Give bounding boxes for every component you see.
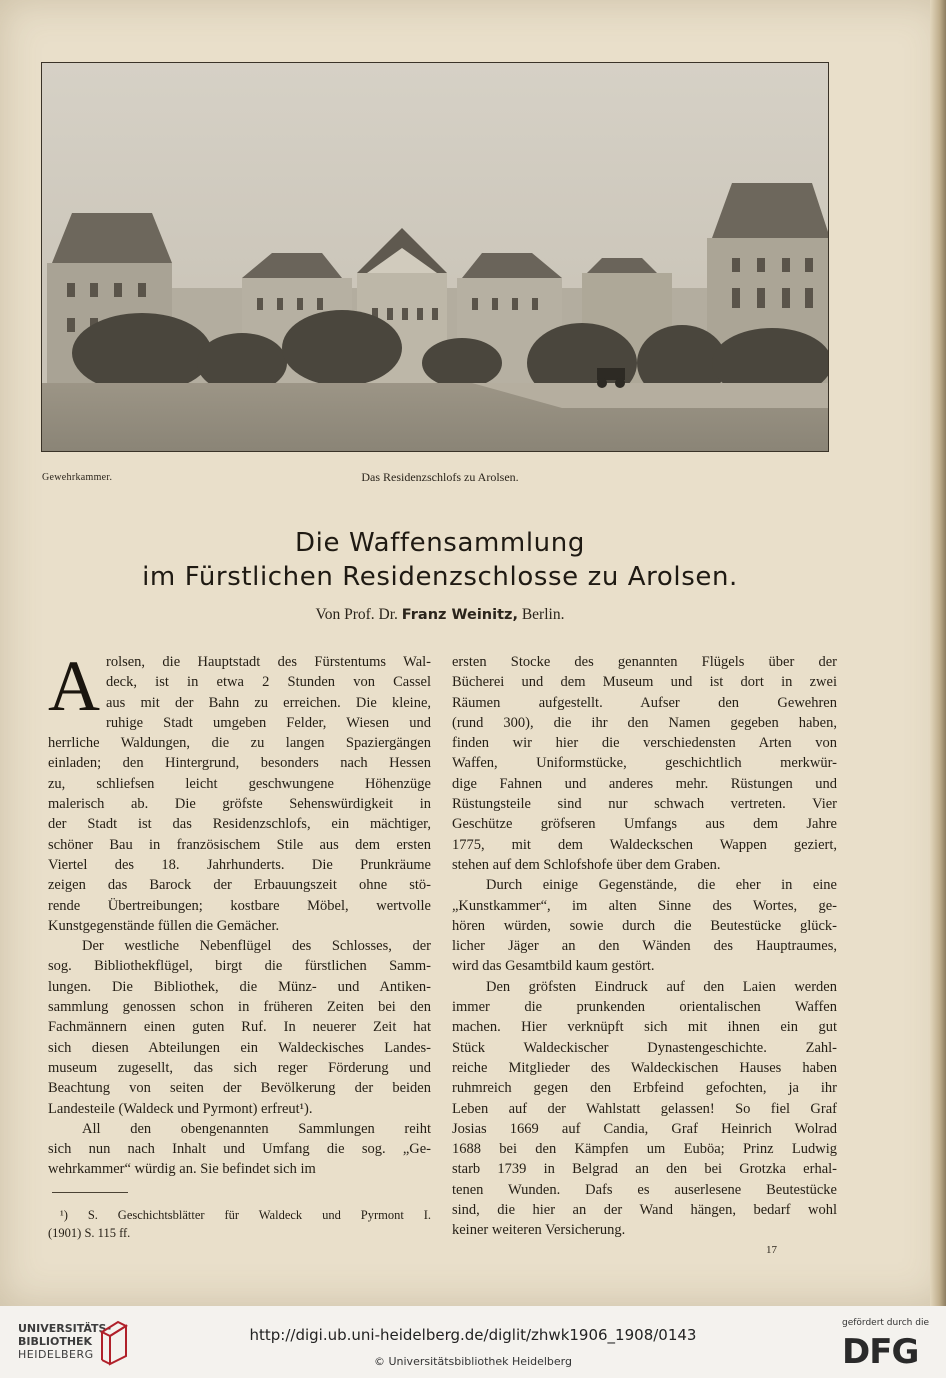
text-line: immer die prunkenden orientalischen Waffen [452,999,837,1016]
text-line: rolsen, die Hauptstadt des Fürstentums Wal- [106,654,431,670]
text-line: herrliche Waldungen, die zu langen Spaziergängen [48,735,431,752]
byline-prefix: Von Prof. Dr. [315,606,398,623]
palace-illustration [42,63,829,452]
text-line: Rüstungsteile sind nur schwach vertreten. Vier [452,796,837,813]
permalink-url[interactable]: http://digi.ub.uni-heidelberg.de/diglit/zhwk1906_1908/0143 [249,1326,697,1344]
text-line: sammlung genossen schon in früheren Zeiten bei den [48,999,431,1016]
text-line: Stück Waldeckischer Dynastengeschichte. Zahl- [452,1039,837,1056]
library-name-line-2: BIBLIOTHEK [18,1335,93,1348]
photo-caption: Das Residenzschlofs zu Arolsen. [361,470,519,484]
text-line: licher Jäger an den Wänden des Hauptraumes, [452,938,837,955]
text-line: wehrkammer“ würdig an. Sie befindet sich im [48,1161,316,1178]
text-line: Landesteile (Waldeck und Pyrmont) erfreut¹). [48,1100,313,1117]
palace-photograph [41,62,829,452]
text-line: ruhmreich gegen den Erbfeind gefochten, ja ihr [452,1080,837,1097]
text-line: „Kunstkammer“, im alten Sinne des Wortes, ge- [452,897,837,914]
text-line: wird das Gesamtbild kaum gestört. [452,958,655,975]
text-line: lungen. Die Bibliothek, die Münz- und Antiken- [48,978,431,995]
byline-author: Franz Weinitz, [401,607,518,623]
text-line: rende Übertreibungen; kostbare Möbel, wertvolle [48,897,431,914]
text-line: (rund 300), die ihr den Namen gegeben haben, [452,714,837,731]
text-line: Der westliche Nebenflügel des Schlosses, der [82,938,431,955]
text-line: deck, ist in etwa 2 Stunden von Cassel [106,674,431,691]
photo-caption-left: Gewehrkammer. [42,472,113,483]
funding-note: gefördert durch die [842,1318,929,1328]
footnote-line: ¹) S. Geschichtsblätter für Waldeck und Pyrmont I. [60,1208,431,1222]
text-line: Viertel des 18. Jahrhunderts. Die Prunkräume [48,856,431,873]
text-line: sind, die hier an der Wand hängen, bedarf wohl [452,1202,837,1219]
text-line: ruhige Stadt umgeben Felder, Wiesen und [106,714,431,731]
text-line: finden wir hier die verschiedensten Arten von [452,735,837,752]
text-column-left [48,646,431,1180]
library-name-line-1: UNIVERSITÄTS- [18,1322,112,1335]
text-line: einladen; den Hintergrund, besonders nach Hessen [48,755,431,772]
byline [0,606,880,624]
text-line: aus mit der Bahn zu erreichen. Die kleine, [106,694,431,711]
article-title-line-1: Die Waffensammlung [295,528,585,558]
footnote-rule [52,1192,128,1193]
text-column-right [452,652,837,1241]
text-line: stehen auf dem Schlofshofe über dem Graben. [452,856,721,873]
byline-location: Berlin. [521,606,565,623]
footnote-line: (1901) S. 115 ff. [48,1226,131,1240]
text-line: 1688 bei den Kämpfen um Euböa; Prinz Ludwig [452,1141,837,1158]
text-line: museum zugesellt, das sich reger Förderung und [48,1059,431,1076]
text-line: Geschütze gröfseren Umfangs aus dem Jahre [452,816,837,833]
text-line: ersten Stocke des genannten Flügels über der [452,654,837,670]
text-line: dige Fahnen und anderes mehr. Rüstungen und [452,775,837,792]
text-line: der Stadt ist das Residenzschlofs, ein mächtiger, [48,816,431,833]
text-line: hören würden, sowie durch die Beutestücke glück- [452,917,837,934]
text-line: Josias 1669 auf Candia, Graf Heinrich Wolrad [452,1120,837,1137]
text-line: Durch einige Gegenstände, die eher in eine [486,877,837,894]
page-number: 17 [766,1244,777,1256]
text-line: Leben auf der Wahlstatt gelassen! So fiel Graf [452,1100,837,1117]
text-line: sich diesen Abteilungen ein Waldeckisches Landes- [48,1039,431,1056]
text-line: tenen Wunden. Dafs es auserlesene Beutestücke [452,1181,837,1198]
text-line: Fachmännern einen guten Ruf. In neuerer Zeit hat [48,1019,431,1036]
text-line: Kunstgegenstände füllen die Gemächer. [48,917,280,934]
text-line: 1775, mit dem Waldeckschen Wappen geziert, [452,836,837,853]
text-line: Bücherei und dem Museum und ist dort in zwei [452,674,837,691]
text-line: starb 1739 in Belgrad an den bei Grotzka erhal- [452,1161,837,1178]
footnote [48,1206,431,1242]
article-title-line-2: im Fürstlichen Residenzschlosse zu Arolsen. [142,562,738,592]
text-line: keiner weiteren Versicherung. [452,1222,626,1239]
text-line: sog. Bibliothekflügel, birgt die fürstlichen Samm- [48,958,431,975]
text-line: Waffen, Uniformstücke, geschichtlich merkwür- [452,755,837,772]
text-line: Räumen aufgestellt. Aufser den Gewehren [452,694,837,711]
copyright-notice: © Universitätsbibliothek Heidelberg [373,1355,572,1368]
text-line: malerisch ab. Die gröfste Sehenswürdigkeit in [48,796,431,813]
text-line: zu, schliefsen leicht geschwungene Höhenzüge [48,775,431,792]
text-line: Den gröfsten Eindruck auf den Laien werden [486,978,837,995]
text-line: Beachtung von seiten der Bevölkerung der beiden [48,1080,431,1097]
text-line: machen. Hier verknüpft sich mit ihnen ein gut [452,1019,837,1036]
drop-cap: A [48,646,100,726]
dfg-logo[interactable]: DFG [842,1332,919,1372]
text-line: sich nun nach Inhalt und Umfang die sog. „Ge- [48,1141,431,1158]
text-line: All den obengenannten Sammlungen reiht [82,1120,431,1137]
text-line: zeigen das Barock der Erbauungszeit ohne stö- [48,877,431,894]
library-name-line-3: HEIDELBERG [18,1348,94,1361]
text-line: reiche Mitglieder des Waldeckischen Hauses haben [452,1059,837,1076]
text-line: schöner Bau in französischem Stile aus dem ersten [48,836,431,853]
page-spine-edge [930,0,946,1306]
